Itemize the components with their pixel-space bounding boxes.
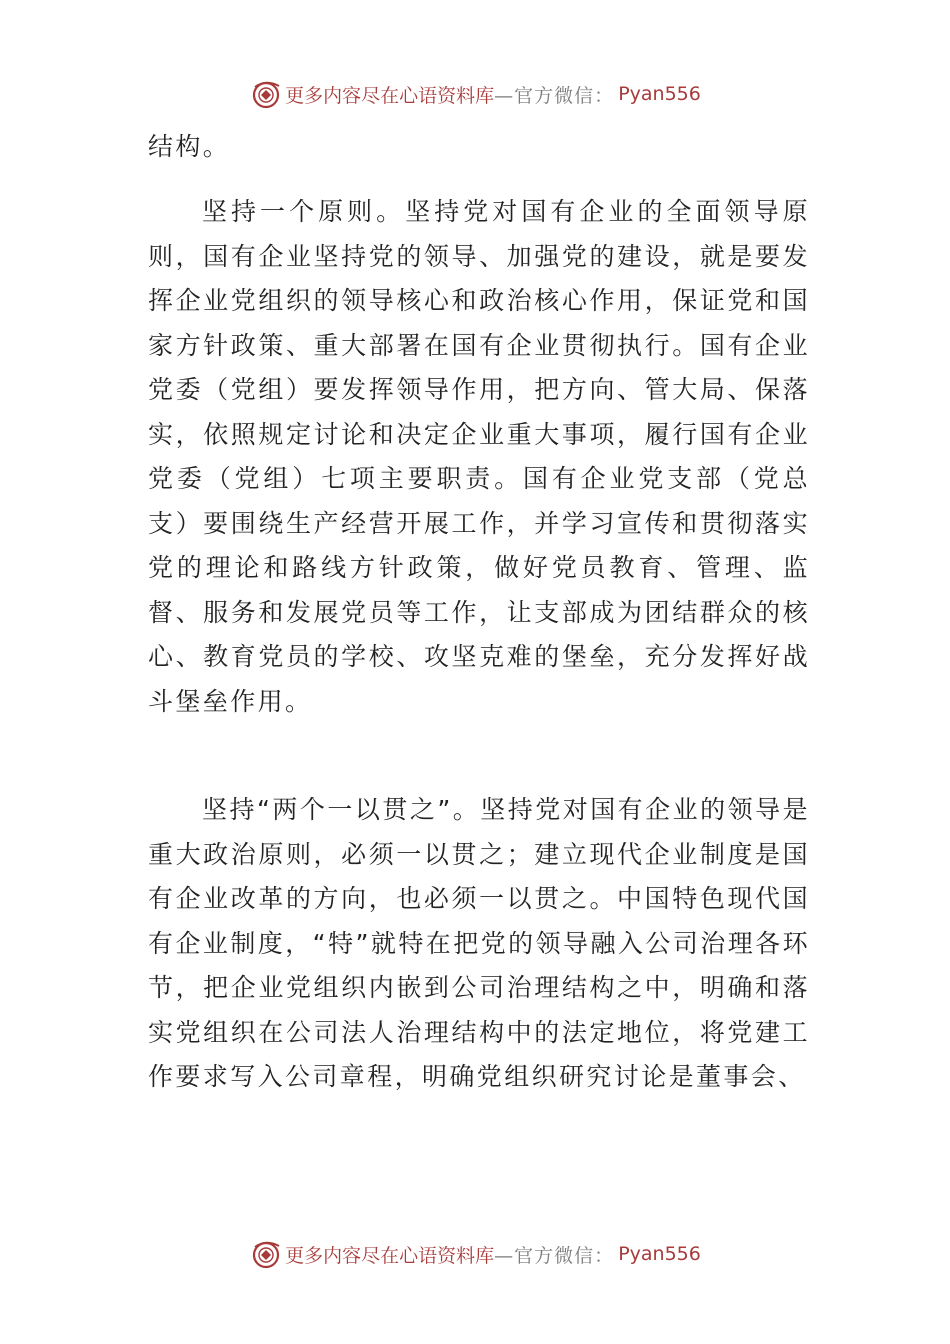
watermark-wechat-label: —官方微信： — [494, 84, 615, 107]
paragraph-two-consistencies: 坚持“两个一以贯之”。坚持党对国有企业的领导是重大政治原则，必须一以贯之；建立现代企业制度是国有企业改革的方向，也必须一以贯之。中国特色现代国有企业制度，“特”就特在把党的领导融入公司治理各环节，把企业党组织内嵌到公司治理结构之中，明确和落实党组织在公司法人治理结构中的法定地位，将党建工作要求写入公司章程，明确党组织研究讨论是董事会、 — [148, 795, 810, 1091]
footer-watermark — [0, 1234, 950, 1274]
watermark-wechat-label: —官方微信： — [494, 1244, 615, 1267]
wax-seal-icon — [249, 77, 283, 111]
watermark-wechat-id: Pyan556 — [618, 1243, 701, 1265]
watermark-text: 更多内容尽在心语资料库 — [285, 1244, 495, 1267]
paragraph-continuation: 结构。 — [148, 132, 231, 161]
wax-seal-icon — [249, 1237, 283, 1271]
watermark-text: 更多内容尽在心语资料库 — [285, 84, 495, 107]
header-watermark — [0, 74, 950, 114]
paragraph-one-principle: 坚持一个原则。坚持党对国有企业的全面领导原则，国有企业坚持党的领导、加强党的建设，就是要发挥企业党组织的领导核心和政治核心作用，保证党和国家方针政策、重大部署在国有企业贯彻执行。国有企业党委（党组）要发挥领导作用，把方向、管大局、保落实，依照规定讨论和决定企业重大事项，履行国有企业党委（党组）七项主要职责。国有企业党支部（党总支）要围绕生产经营开展工作，并学习宣传和贯彻落实党的理论和路线方针政策，做好党员教育、管理、监督、服务和发展党员等工作，让支部成为团结群众的核心、教育党员的学校、攻坚克难的堡垒，充分发挥好战斗堡垒作用。 — [148, 197, 810, 716]
watermark-wechat-id: Pyan556 — [618, 83, 701, 105]
